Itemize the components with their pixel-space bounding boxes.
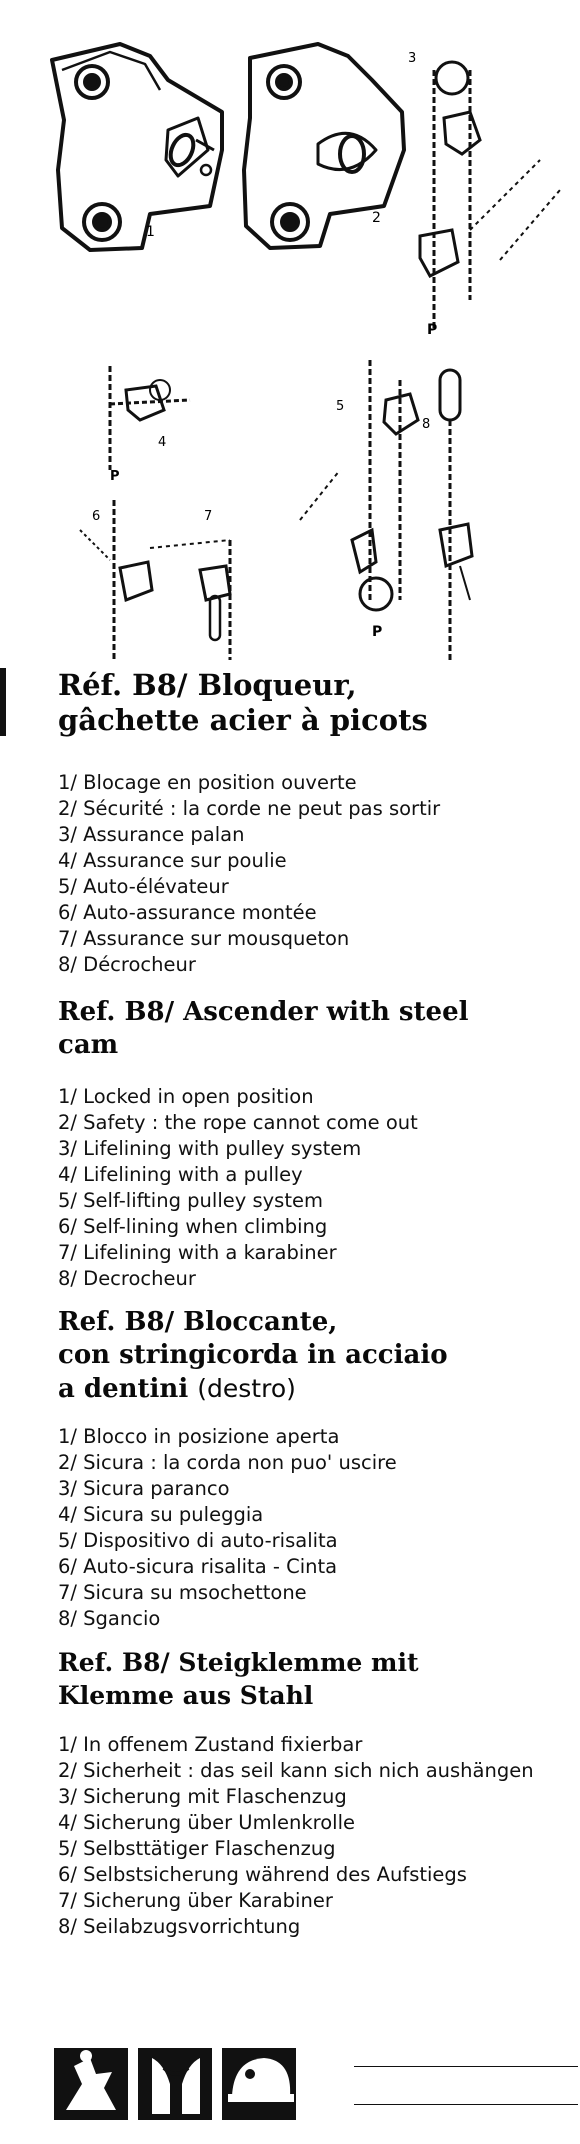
list-item: 8/ Sgancio	[58, 1607, 161, 1630]
list-item: 3/ Sicura paranco	[58, 1477, 230, 1500]
section-title-italian	[58, 1306, 568, 1406]
list-item: 4/ Lifelining with a pulley	[58, 1163, 303, 1186]
helmet-icon	[222, 2048, 296, 2120]
figure-number-2: 2	[372, 210, 381, 226]
list-item: 5/ Auto-élévateur	[58, 875, 229, 898]
pull-label-p2: P	[110, 469, 120, 484]
list-item: 7/ Sicura su msochettone	[58, 1581, 307, 1604]
pulley-system-figure-3	[420, 62, 560, 330]
list-item: 8/ Seilabzugsvorrichtung	[58, 1915, 301, 1938]
list-item: 4/ Sicura su puleggia	[58, 1503, 264, 1526]
title-line-3-suffix: (destro)	[197, 1374, 296, 1403]
list-item: 1/ In offenem Zustand fixierbar	[58, 1733, 363, 1756]
list-item: 4/ Sicherung über Umlenkrolle	[58, 1811, 355, 1834]
list-item: 7/ Sicherung über Karabiner	[58, 1889, 333, 1912]
figure-number-3: 3	[408, 51, 417, 66]
page-edge-mark	[0, 668, 6, 736]
title-line-2: gâchette acier à picots	[58, 703, 428, 737]
title-line-2: con stringicorda in acciaio	[58, 1340, 448, 1370]
caving-icon	[138, 2048, 212, 2120]
pictogram-strip	[52, 2044, 312, 2124]
pulley-figure-4	[110, 366, 190, 470]
list-item: 5/ Self-lifting pulley system	[58, 1189, 323, 1212]
list-item: 8/ Decrocheur	[58, 1267, 196, 1290]
list-item: 2/ Sicura : la corda non puo' uscire	[58, 1451, 397, 1474]
footer-line-upper	[354, 2066, 578, 2067]
item-list-french	[58, 770, 568, 978]
list-item: 1/ Blocage en position ouverte	[58, 771, 357, 794]
list-item: 7/ Assurance sur mousqueton	[58, 927, 350, 950]
list-item: 3/ Lifelining with pulley system	[58, 1137, 362, 1160]
item-list-english	[58, 1084, 568, 1292]
self-lifting-figure-5	[300, 360, 418, 610]
item-list-german	[58, 1732, 568, 1940]
title-line-1: Réf. B8/ Bloqueur,	[58, 668, 357, 702]
list-item: 6/ Self-lining when climbing	[58, 1215, 328, 1238]
list-item: 4/ Assurance sur poulie	[58, 849, 287, 872]
list-item: 5/ Selbsttätiger Flaschenzug	[58, 1837, 336, 1860]
decrocheur-figure-8	[440, 370, 472, 660]
list-item: 7/ Lifelining with a karabiner	[58, 1241, 337, 1264]
list-item: 1/ Locked in open position	[58, 1085, 314, 1108]
list-item: 1/ Blocco in posizione aperta	[58, 1425, 340, 1448]
item-list-italian	[58, 1424, 568, 1632]
figure-number-7: 7	[204, 509, 213, 524]
list-item: 8/ Décrocheur	[58, 953, 196, 976]
list-item: 6/ Auto-sicura risalita - Cinta	[58, 1555, 338, 1578]
title-line-3: a dentini	[58, 1374, 189, 1404]
list-item: 3/ Sicherung mit Flaschenzug	[58, 1785, 347, 1808]
list-item: 2/ Sécurité : la corde ne peut pas sortir	[58, 797, 441, 820]
title-line-1: Ref. B8/ Bloccante,	[58, 1307, 338, 1337]
section-title-french	[58, 668, 568, 738]
self-lining-figure-6	[80, 500, 152, 660]
pull-label-p1: P	[427, 322, 438, 338]
list-item: 2/ Safety : the rope cannot come out	[58, 1111, 418, 1134]
list-item: 3/ Assurance palan	[58, 823, 245, 846]
pull-label-p3: P	[372, 624, 383, 640]
figure-number-5: 5	[336, 399, 345, 414]
section-title-german	[58, 1646, 568, 1712]
footer-pictograms	[52, 2044, 532, 2124]
figure-number-6: 6	[92, 509, 101, 524]
figure-number-1: 1	[146, 224, 155, 240]
figure-number-4: 4	[158, 435, 167, 450]
list-item: 6/ Auto-assurance montée	[58, 901, 317, 924]
figure-number-8: 8	[422, 417, 431, 432]
footer-line-lower	[354, 2104, 578, 2105]
title-line-1: Ref. B8/ Steigklemme mit	[58, 1648, 419, 1677]
ascender-figure-1	[52, 44, 222, 250]
title-line-2: Klemme aus Stahl	[58, 1681, 314, 1710]
device-illustrations	[0, 0, 580, 660]
list-item: 2/ Sicherheit : das seil kann sich nich aushängen	[58, 1759, 534, 1782]
karabiner-figure-7	[150, 540, 230, 660]
list-item: 6/ Selbstsicherung während des Aufstiegs	[58, 1863, 467, 1886]
climber-icon	[54, 2048, 128, 2120]
section-title-english	[58, 996, 568, 1062]
title-line-1: Ref. B8/ Ascender with steel	[58, 997, 469, 1027]
list-item: 5/ Dispositivo di auto-risalita	[58, 1529, 338, 1552]
title-line-2: cam	[58, 1030, 119, 1060]
